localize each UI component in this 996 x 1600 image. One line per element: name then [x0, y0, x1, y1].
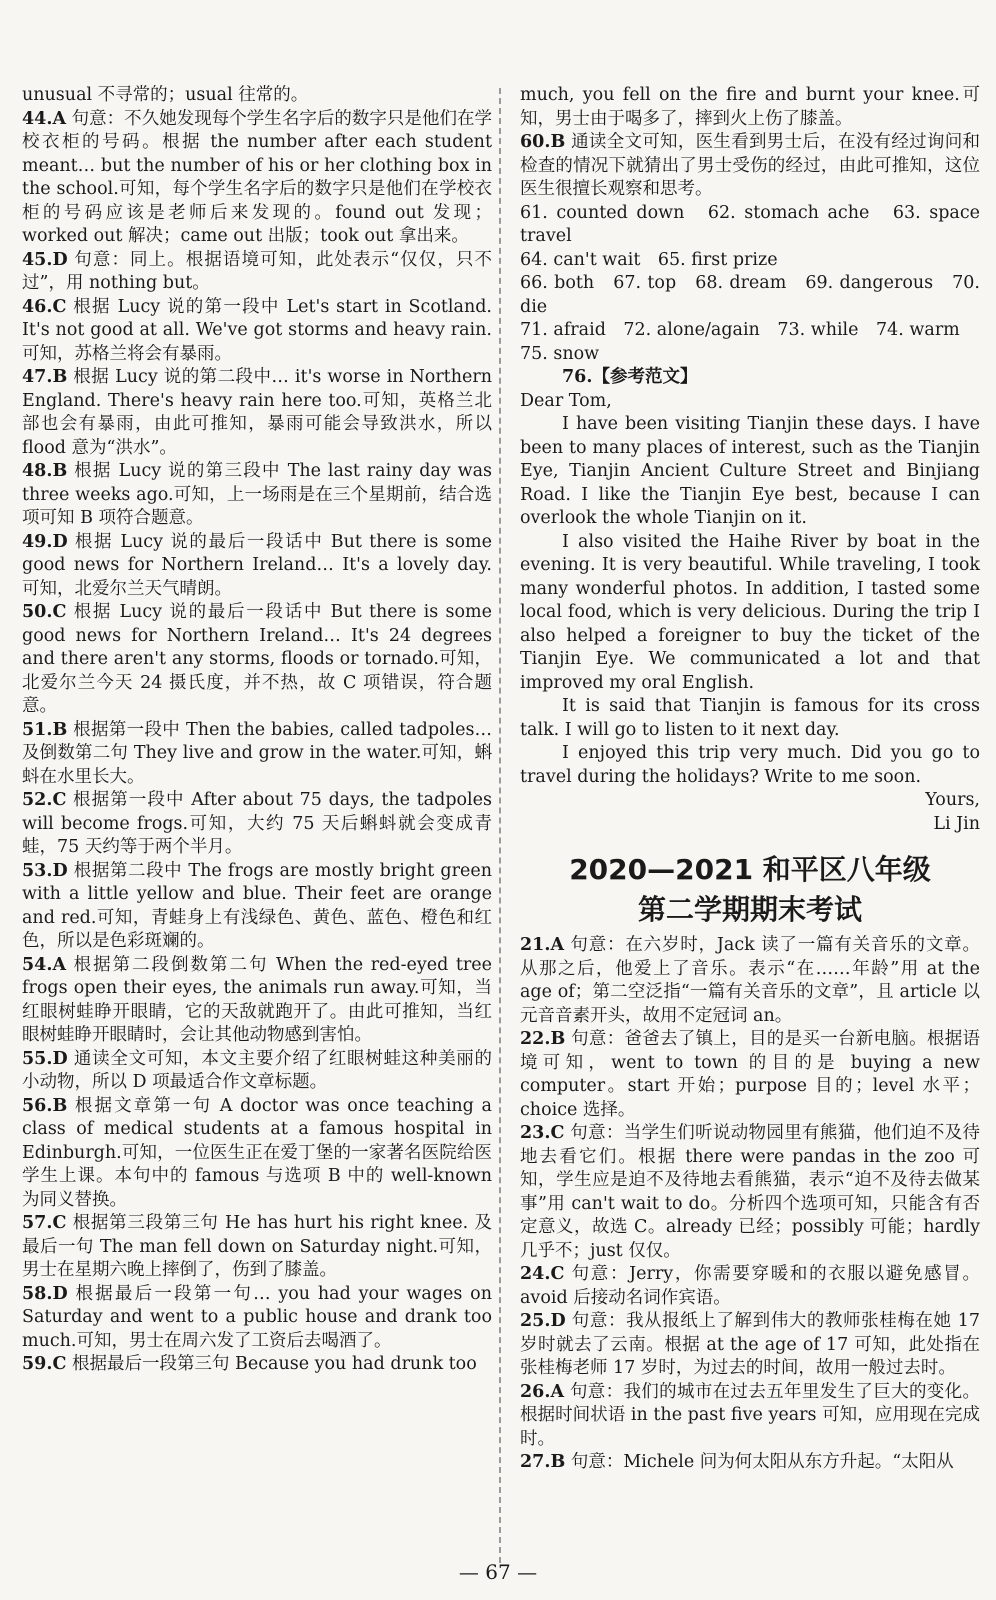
answer-item: [22, 531, 492, 602]
answer-item: [22, 1095, 492, 1213]
answer-line: 66. both 67. top 68. dream 69. dangerous 70. die: [520, 273, 980, 317]
answer-explanation: 根据 Lucy 说的最后一段话中 But there is some good news for Northern Ireland… It's a lovely day. 可知，北爱尔兰天气晴朗。: [22, 531, 492, 599]
answer-number: 24.C: [520, 1264, 565, 1284]
answer-explanation: 句意：Michele 问为何太阳从东方升起。“太阳从: [570, 1452, 954, 1472]
essay-paragraph: It is said that Tianjin is famous for its cross talk. I will go to listen to it next day.: [520, 696, 980, 740]
answer-explanation: 根据第二段中 The frogs are mostly bright green with a little yellow and blue. Their feet are orange and red.可知，青蛙身上有浅绿色、黄色、蓝色、橙色和红色，所以是色彩斑斓的。: [22, 860, 492, 951]
model-essay: [520, 366, 980, 836]
answer-explanation: much, you fell on the fire and burnt your knee.可知，男士由于喝多了，摔到火上伤了膝盖。: [520, 85, 980, 129]
answer-explanation: 句意：我们的城市在过去五年里发生了巨大的变化。根据时间状语 in the past five years 可知，应用现在完成时。: [520, 1381, 980, 1449]
answer-line: 71. afraid 72. alone/again 73. while 74. warm: [520, 320, 960, 340]
answer-number: 56.B: [22, 1095, 68, 1116]
answer-explanation: 根据 Lucy 说的最后一段话中 But there is some good news for Northern Ireland… It's 24 degrees and there aren't any storms, floods or tornado.可知，北爱尔兰今天 24 摄氏度，并不热，故 C 项错误，符合题意。: [22, 602, 492, 716]
answer-explanation: 根据最后一段第一句… you had your wages on Saturday and went to a public house and drank too much.可知，男士在周六发了工资后去喝酒了。: [22, 1283, 492, 1351]
answer-explanation: 句意：同上。根据语境可知，此处表示“仅仅，只不过”，用 nothing but。: [22, 249, 492, 293]
answer-explanation: 通读全文可知，本文主要介绍了红眼树蛙这种美丽的小动物，所以 D 项最适合作文章标题。: [22, 1048, 492, 1092]
essay-closing: Yours,: [925, 790, 980, 810]
answer-item: [520, 84, 980, 131]
answer-explanation: 根据最后一段第三句 Because you had drunk too: [71, 1354, 477, 1374]
right-column: [520, 84, 980, 1475]
answer-number: 48.B: [22, 461, 68, 481]
essay-paragraph: I enjoyed this trip very much. Did you go to travel during the holidays? Write to me soon.: [520, 743, 980, 787]
answer-line: 61. counted down 62. stomach ache 63. space travel: [520, 202, 980, 246]
answer-item: [22, 296, 492, 367]
answer-number: 26.A: [520, 1381, 565, 1402]
answer-item: [520, 934, 980, 1028]
answer-number: 27.B: [520, 1452, 566, 1472]
essay-paragraph: I also visited the Haihe River by boat in the evening. It is very beautiful. While traveling, I took many wonderful photos. In addition, I tasted some local food, which is very delicious. During the trip I also helped a foreigner to buy the ticket of the Tianjin Eye. We communicated a lot and that improved my oral English.: [520, 531, 980, 693]
answer-item: [520, 1451, 980, 1475]
answer-item: [520, 1381, 980, 1452]
answer-explanation: 根据 Lucy 说的第三段中 The last rainy day was three weeks ago.可知，上一场雨是在三个星期前，结合选项可知 B 项符合题意。: [22, 461, 492, 528]
answer-item: [22, 954, 492, 1048]
answer-explanation: 根据第二段倒数第二句 When the red-eyed tree frogs open their eyes, the animals run away.可知，当红眼树蛙睁开眼睛，它的天敌就跑开了。由此可推知，当红眼树蛙睁开眼睛时，会让其他动物感到害怕。: [22, 954, 492, 1045]
answer-number: 53.D: [22, 860, 68, 881]
answer-explanation: 根据 Lucy 说的第二段中… it's worse in Northern England. There's heavy rain here too.可知，英格兰北部也会有暴雨，由此可推知，暴雨可能会导致洪水，所以 flood 意为“洪水”。: [22, 367, 492, 458]
answer-item: [22, 366, 492, 460]
answer-item: [520, 1310, 980, 1381]
answer-item: [22, 1353, 492, 1377]
answer-explanation: 句意：当学生们听说动物园里有熊猫，他们迫不及待地去看它们。根据 there were pandas in the zoo 可知，学生应是迫不及待地去看熊猫，表示“迫不及待去做某事”用 can't wait to do。分析四个选项可知，只能含有否定意义，故选 C。already 已经；possibly 可能；hardly 几乎不；just 仅仅。: [520, 1123, 980, 1261]
answer-line: 75. snow: [520, 343, 600, 364]
answer-explanation: 根据第一段中 After about 75 days, the tadpoles will become frogs.可知，大约 75 天后蝌蚪就会变成青蛙，75 天约等于两个半月。: [22, 790, 492, 857]
answer-item: [520, 1028, 980, 1122]
answer-number: 49.D: [22, 531, 68, 552]
answer-line: 64. can't wait 65. first prize: [520, 249, 778, 270]
exam-section-title: [520, 850, 980, 930]
answer-number: 58.D: [22, 1283, 68, 1304]
answer-item: [22, 789, 492, 860]
answer-explanation: 根据第一段中 Then the babies, called tadpoles… 及倒数第二句 They live and grow in the water.可知，蝌蚪在水里长大。: [22, 719, 492, 787]
right-top-items: [520, 84, 980, 202]
essay-paragraph: I have been visiting Tianjin these days. I have been to many places of interest, such as the Tianjin Eye, Tianjin Ancient Culture Street and Binjiang Road. I like the Tianjin Eye best, because I can overlook the whole Tianjin on it.: [520, 414, 980, 528]
answer-number: 23.C: [520, 1123, 565, 1143]
answer-explanation: 句意：不久她发现每个学生名字后的数字只是他们在学校衣柜的号码。根据 the number after each student meant… but the number of his or her clothing box in the school.可知，每个学生名字后的数字只是他们在学校衣柜的号码应该是老师后来发现的。found out 发现；worked out 解决；came out 出版；took out 拿出来。: [22, 108, 492, 246]
answer-number: 47.B: [22, 367, 68, 387]
answer-item: [520, 1122, 980, 1263]
left-column: [22, 84, 492, 1377]
answer-number: 60.B: [520, 132, 566, 152]
answer-number: 45.D: [22, 249, 68, 270]
answer-number: 57.C: [22, 1213, 67, 1233]
answer-number: 22.B: [520, 1029, 566, 1049]
answer-item: [22, 1048, 492, 1095]
answer-number: 46.C: [22, 296, 67, 317]
answer-item: [22, 249, 492, 296]
answer-item: [22, 719, 492, 790]
answer-explanation: 句意：我从报纸上了解到伟大的教师张桂梅在她 17 岁时就去了云南。根据 at the age of 17 可知，此处指在张桂梅老师 17 岁时，为过去的时间，故用一般过去时。: [520, 1311, 980, 1378]
answer-explanation: 句意：爸爸去了镇上，目的是买一台新电脑。根据语境可知，went to town 的目的是 buying a new computer。start 开始；purpose 目的；level 水平；choice 选择。: [520, 1029, 980, 1120]
essay-salutation: Dear Tom,: [520, 390, 612, 411]
essay-heading: 76.【参考范文】: [562, 367, 698, 387]
column-divider: [499, 88, 501, 1563]
answer-item: [22, 108, 492, 249]
answer-explanation: unusual 不寻常的；usual 往常的。: [22, 85, 309, 105]
exam-title-line1: 2020—2021 和平区八年级: [569, 853, 931, 886]
answer-explanation: 根据文章第一句 A doctor was once teaching a class of medical students at a famous hospital in Edinburgh.可知，一位医生正在爱丁堡的一家著名医院给医学生上课。本句中的 famous 与选项 B 中的 well-known 为同义替换。: [22, 1095, 492, 1210]
answer-number: 44.A: [22, 108, 67, 129]
answer-number: 54.A: [22, 954, 67, 975]
answer-number: 52.C: [22, 790, 67, 810]
right-bottom-items: [520, 934, 980, 1475]
answer-item: [22, 860, 492, 954]
answer-item: [22, 84, 492, 108]
answer-number: 55.D: [22, 1048, 68, 1069]
fill-in-answers: [520, 202, 980, 367]
answer-item: [22, 601, 492, 719]
answer-explanation: 句意：在六岁时，Jack 读了一篇有关音乐的文章。从那之后，他爱上了音乐。表示“在……年龄”用 at the age of；第二空泛指“一篇有关音乐的文章”，且 article 以元音音素开头，故用不定冠词 an。: [520, 935, 980, 1026]
answer-explanation: 根据 Lucy 说的第一段中 Let's start in Scotland. It's not good at all. We've got storms and heavy rain. 可知，苏格兰将会有暴雨。: [22, 296, 492, 364]
answer-number: 21.A: [520, 935, 565, 955]
answer-number: 25.D: [520, 1311, 566, 1331]
answer-item: [22, 460, 492, 531]
answer-item: [520, 131, 980, 202]
exam-title-line2: 第二学期期末考试: [637, 893, 862, 926]
answer-number: 50.C: [22, 602, 67, 622]
answer-item: [22, 1283, 492, 1354]
answer-explanation: 句意：Jerry，你需要穿暖和的衣服以避免感冒。avoid 后接动名词作宾语。: [520, 1264, 980, 1308]
answer-item: [22, 1212, 492, 1283]
answer-explanation: 通读全文可知，医生看到男士后，在没有经过询问和检查的情况下就猜出了男士受伤的经过，由此可推知，这位医生很擅长观察和思考。: [520, 132, 980, 199]
answer-number: 59.C: [22, 1354, 67, 1374]
page-number: — 67 —: [458, 1560, 538, 1584]
answer-item: [520, 1263, 980, 1310]
answer-explanation: 根据第三段第三句 He has hurt his right knee. 及最后一句 The man fell down on Saturday night.可知，男士在星期六晚上摔倒了，伤到了膝盖。: [22, 1213, 492, 1280]
answer-number: 51.B: [22, 719, 68, 740]
essay-signature: Li Jin: [933, 813, 980, 834]
